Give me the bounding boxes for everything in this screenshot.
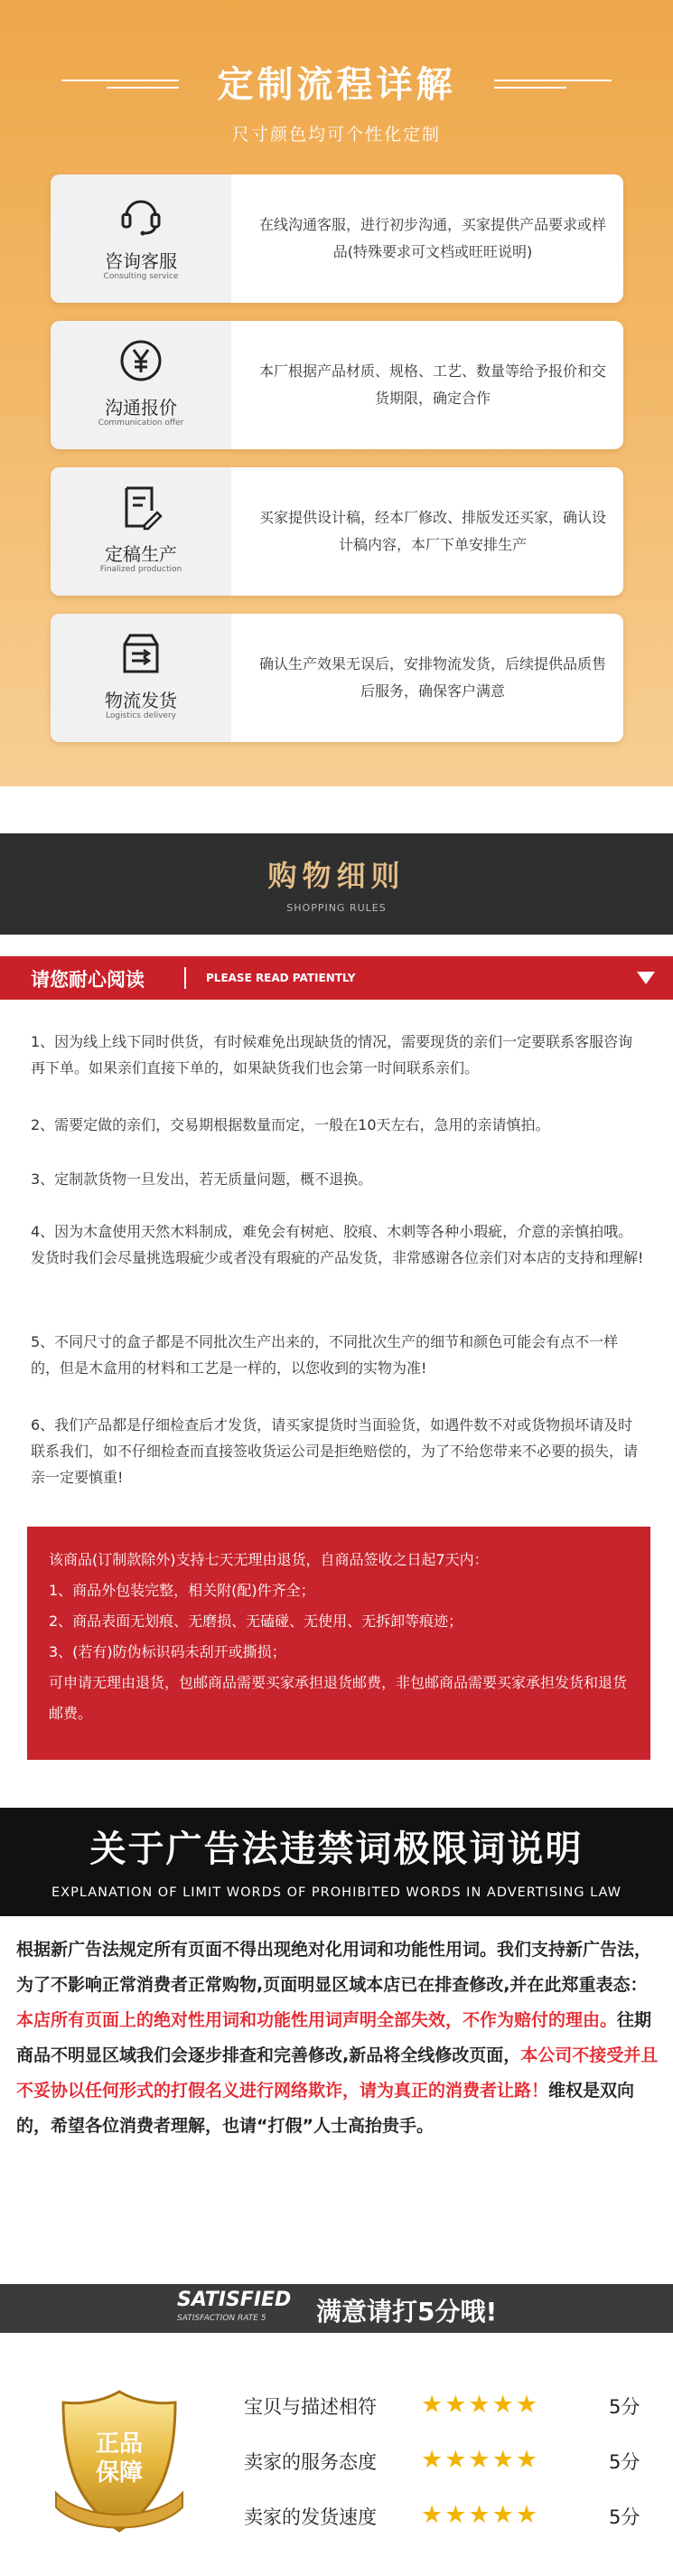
step-en-name: Communication offer: [98, 418, 184, 428]
law-text: 维权是双向的，希望各位消费者理解，也请“打假”人士高抬贵手。: [16, 2081, 635, 2136]
rating-score: 5分: [609, 2396, 640, 2418]
notice-line: 1、商品外包装完整，相关附(配)件齐全；: [49, 1582, 315, 1599]
step-en-name: Consulting service: [103, 272, 179, 281]
rating-label: 卖家的服务态度: [244, 2451, 377, 2473]
rating-row: [244, 2387, 659, 2423]
law-text-highlight: 本公司不接受并且不妥协以任何形式的打假名义进行网络欺诈，请为真正的消费者让路！: [16, 2045, 659, 2101]
notice-line: 3、(若有)防伪标识码未刮开或撕损；: [49, 1643, 286, 1660]
return-policy-notice: [27, 1527, 650, 1760]
rating-label: 卖家的发货速度: [244, 2506, 377, 2528]
step-en-name: Finalized production: [99, 565, 182, 574]
genuine-guarantee-badge: [47, 2386, 192, 2540]
rule-item: 6、我们产品都是仔细检查后才发货，请买家提货时当面验货，如遇件数不对或货物损坏请及时联系我们，如不仔细检查而直接签收货运公司是拒绝赔偿的，为了不给您带来不必要的损失，请亲一定要慎重!: [31, 1416, 639, 1486]
svg-text:正品: 正品: [95, 2430, 144, 2458]
rule-item: 5、不同尺寸的盒子都是不同批次生产出来的，不同批次生产的细节和颜色可能会有点不一样的，但是木盒用的材料和工艺是一样的，以您收到的实物为准!: [31, 1333, 619, 1377]
rule-item: 4、因为木盒使用天然木料制成，难免会有树疤、胶痕、木刺等各种小瑕疵，介意的亲慎拍哦。发货时我们会尽量挑选瑕疵少或者没有瑕疵的产品发货，非常感谢各位亲们对本店的支持和理解!: [31, 1223, 644, 1266]
step-description: 确认生产效果无误后，安排物流发货，后续提供品质售后服务，确保客户满意: [258, 655, 606, 700]
step-name: 沟通报价: [105, 397, 177, 418]
star-rating: ★★★★★: [421, 2391, 540, 2419]
notice-line: 可申请无理由退货，包邮商品需要买家承担退货邮费，非包邮商品需要买家承担发货和退货邮费。: [49, 1674, 628, 1722]
rating-row: [244, 2497, 659, 2534]
step-left-panel: [51, 614, 231, 742]
satisfied-en: SATISFIED: [177, 2289, 292, 2311]
shopping-rules-title: 购物细则: [267, 859, 406, 893]
read-patiently-cn: 请您耐心阅读: [31, 969, 145, 991]
rule-item: 3、定制款货物一旦发出，若无质量问题，概不退换。: [31, 1170, 373, 1188]
star-rating: ★★★★★: [421, 2446, 540, 2474]
star-rating: ★★★★★: [421, 2501, 540, 2529]
step-description: 在线沟通客服，进行初步沟通，买家提供产品要求或样品(特殊要求可文档或旺旺说明): [258, 216, 606, 260]
rule-item: 1、因为线上线下同时供货，有时候难免出现缺货的情况，需要现货的亲们一定要联系客服咨询再下单。如果亲们直接下单的，如果缺货我们也会第一时间联系亲们。: [31, 1033, 633, 1076]
triangle-down-icon: [637, 972, 655, 984]
process-title-row: [0, 56, 673, 108]
rating-label: 宝贝与描述相符: [244, 2396, 377, 2418]
step-name: 定稿生产: [105, 543, 177, 565]
satisfaction-cn: 满意请打5分哦!: [316, 2297, 498, 2327]
ad-law-statement: [16, 1932, 659, 2144]
step-en-name: Logistics delivery: [106, 711, 176, 720]
delivery-box-icon: [117, 630, 164, 677]
step-left-panel: [51, 321, 231, 449]
rating-score: 5分: [609, 2451, 640, 2473]
process-step-consult: [51, 174, 623, 303]
step-description: 本厂根据产品材质、规格、工艺、数量等给予报价和交货期限，确定合作: [258, 362, 606, 407]
process-title: 定制流程详解: [217, 64, 456, 106]
notice-line: 2、商品表面无划痕、无磨损、无磕碰、无使用、无拆卸等痕迹；: [49, 1612, 463, 1630]
divider: [184, 967, 186, 989]
title-decor-left: [61, 80, 179, 81]
shopping-rules-header: [0, 833, 673, 935]
step-name: 咨询客服: [105, 250, 177, 272]
ad-law-title: 关于广告法违禁词极限词说明: [89, 1828, 584, 1870]
step-left-panel: [51, 174, 231, 303]
process-step-delivery: [51, 614, 623, 742]
process-subtitle: 尺寸颜色均可个性化定制: [231, 125, 441, 145]
yen-icon: [117, 337, 164, 384]
notice-line: 该商品(订制款除外)支持七天无理由退货，自商品签收之日起7天内：: [49, 1551, 489, 1568]
law-text: 往期商品不明显区域我们会逐步排查和完善修改,新品将全线修改页面，: [16, 2010, 652, 2065]
read-patiently-bar: [0, 956, 673, 1000]
process-section: [0, 0, 673, 786]
read-patiently-en: PLEASE READ PATIENTLY: [206, 972, 356, 984]
law-text-highlight: 本店所有页面上的绝对性用词和功能性用词声明全部失效，不作为赔付的理由。: [16, 2010, 618, 2030]
headset-icon: [117, 191, 164, 238]
satisfaction-header: [0, 2284, 673, 2333]
ad-law-en: EXPLANATION OF LIMIT WORDS OF PROHIBITED WORDS IN ADVERTISING LAW: [51, 1885, 622, 1900]
process-step-quote: [51, 321, 623, 449]
shopping-rules-en: SHOPPING RULES: [286, 902, 387, 914]
law-text: 根据新广告法规定所有页面不得出现绝对化用词和功能性用词。我们支持新广告法，为了不影响正常消费者正常购物,页面明显区域本店已在排查修改,并在此郑重表态：: [16, 1940, 652, 1995]
title-decor-right: [494, 80, 612, 81]
rating-row: [244, 2442, 659, 2478]
satisfaction-sub: SATISFACTION RATE 5: [177, 2314, 266, 2323]
rating-score: 5分: [609, 2506, 640, 2528]
step-description: 买家提供设计稿，经本厂修改、排版发还买家，确认设计稿内容，本厂下单安排生产: [258, 509, 606, 553]
step-left-panel: [51, 467, 231, 596]
document-edit-icon: [117, 484, 164, 531]
process-step-production: [51, 467, 623, 596]
svg-text:保障: 保障: [95, 2459, 144, 2487]
ad-law-header: [0, 1808, 673, 1916]
rule-item: 2、需要定做的亲们，交易期根据数量而定，一般在10天左右，急用的亲请慎拍。: [31, 1116, 550, 1133]
step-name: 物流发货: [105, 690, 177, 711]
